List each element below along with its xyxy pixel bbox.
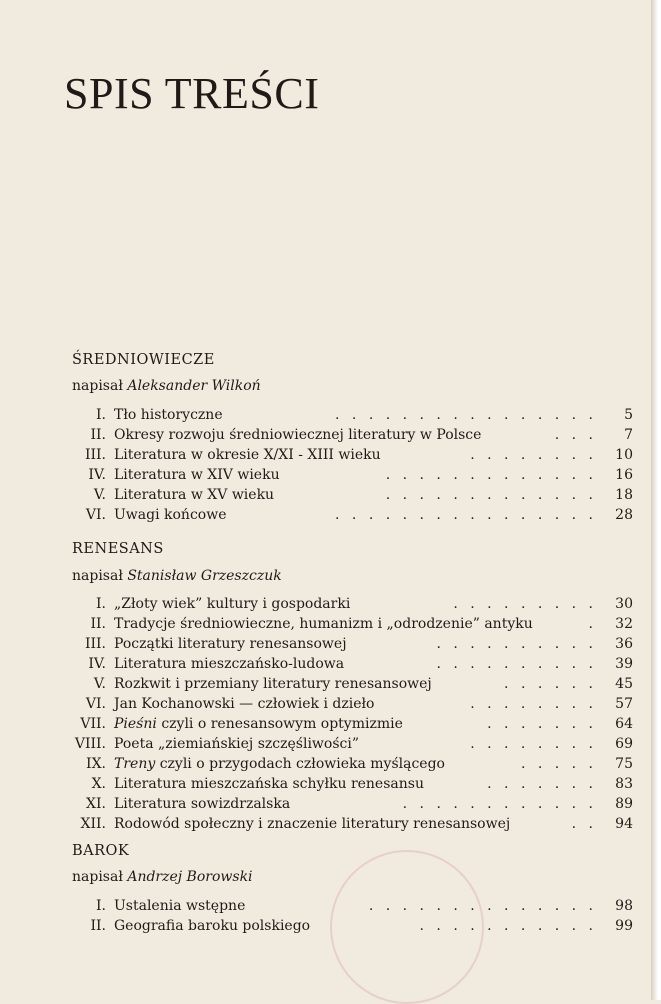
entry-title: Tło historyczne	[114, 407, 223, 423]
entry-title: Literatura w okresie X/XI - XIII wieku	[114, 447, 381, 463]
entry-page-number: 28	[615, 507, 633, 523]
entry-title: Literatura mieszczańska schyłku renesansu	[114, 776, 424, 792]
entry-number: V.	[93, 676, 106, 692]
entry-title-italic: Pieśni	[114, 716, 157, 732]
entry-leader-dots: . . . . .	[520, 756, 597, 772]
entry-title: Jan Kochanowski — człowiek i dzieło	[114, 696, 375, 712]
entry-page-number: 39	[615, 656, 633, 672]
entry-title: Rozkwit i przemiany literatury renesansowej	[114, 676, 432, 692]
entry-number: II.	[90, 616, 106, 632]
toc-entry	[0, 896, 661, 916]
section-heading-renesans: RENESANS	[72, 541, 164, 557]
entry-number: V.	[93, 487, 106, 503]
entry-number: XII.	[80, 816, 106, 832]
toc-entry	[0, 654, 661, 674]
entry-leader-dots: . . . . . . .	[487, 776, 597, 792]
entry-number: XI.	[86, 796, 106, 812]
entry-leader-dots: .	[588, 616, 597, 632]
entry-leader-dots: . . . . . . . . . .	[436, 656, 597, 672]
toc-entry	[0, 405, 661, 425]
entry-title: Tradycje średniowieczne, humanizm i „odrodzenie” antyku	[114, 616, 533, 632]
entry-title: „Złoty wiek” kultury i gospodarki	[114, 596, 351, 612]
entry-number: IV.	[88, 467, 106, 483]
entry-leader-dots: . . . . . . . . . . .	[419, 918, 597, 934]
entry-title-rest: czyli o renesansowym optymizmie	[156, 716, 403, 732]
author-name: Stanisław Grzeszczuk	[127, 568, 282, 584]
author-name: Andrzej Borowski	[127, 869, 253, 885]
entry-number: VI.	[85, 696, 106, 712]
entry-page-number: 83	[615, 776, 633, 792]
toc-entry	[0, 425, 661, 445]
entry-page-number: 89	[615, 796, 633, 812]
byline-prefix: napisał	[72, 869, 123, 885]
entry-page-number: 36	[615, 636, 633, 652]
entry-page-number: 57	[615, 696, 633, 712]
toc-entry	[0, 594, 661, 614]
entry-title: Literatura w XIV wieku	[114, 467, 280, 483]
entry-number: II.	[90, 427, 106, 443]
entry-title: Rodowód społeczny i znaczenie literatury renesansowej	[114, 816, 511, 832]
entry-leader-dots: . . . . . .	[504, 676, 597, 692]
page-title: SPIS TREŚCI	[64, 69, 320, 118]
entry-page-number: 94	[615, 816, 633, 832]
toc-entry	[0, 445, 661, 465]
entry-number: VI.	[85, 507, 106, 523]
entry-title-italic: Treny	[114, 756, 156, 772]
toc-entry	[0, 465, 661, 485]
toc-entry	[0, 634, 661, 654]
entry-number: III.	[84, 636, 106, 652]
entry-title: Literatura w XV wieku	[114, 487, 275, 503]
entry-page-number: 75	[615, 756, 633, 772]
entry-leader-dots: . . . . . . . . . . . . . . . .	[335, 407, 597, 423]
entry-page-number: 98	[615, 898, 633, 914]
entry-leader-dots: . .	[571, 816, 597, 832]
toc-entry	[0, 485, 661, 505]
byline-renesans	[72, 568, 282, 584]
toc-entry	[0, 674, 661, 694]
entry-title: Ustalenia wstępne	[114, 898, 246, 914]
entry-page-number: 5	[624, 407, 633, 423]
entry-number: III.	[84, 447, 106, 463]
entry-leader-dots: . . . . . . . .	[470, 736, 597, 752]
entry-number: I.	[96, 596, 106, 612]
entry-page-number: 99	[615, 918, 633, 934]
entry-title: Początki literatury renesansowej	[114, 636, 347, 652]
entry-number: IX.	[86, 756, 106, 772]
entry-title: Okresy rozwoju średniowiecznej literatury w Polsce	[114, 427, 482, 443]
entry-number: I.	[96, 407, 106, 423]
entry-number: X.	[91, 776, 106, 792]
entry-page-number: 16	[615, 467, 633, 483]
entry-leader-dots: . . . . . . .	[487, 716, 597, 732]
toc-entry	[0, 505, 661, 525]
toc-entry	[0, 794, 661, 814]
entry-title: Uwagi końcowe	[114, 507, 227, 523]
entry-number: VIII.	[74, 736, 106, 752]
entry-title	[114, 714, 403, 734]
author-name: Aleksander Wilkoń	[127, 378, 261, 394]
entry-leader-dots: . . . . . . . . .	[453, 596, 597, 612]
entry-leader-dots: . . . . . . . . . .	[436, 636, 597, 652]
byline-prefix: napisał	[72, 568, 123, 584]
toc-entry	[0, 694, 661, 714]
byline-prefix: napisał	[72, 378, 123, 394]
entry-number: II.	[90, 918, 106, 934]
entry-title: Geografia baroku polskiego	[114, 918, 311, 934]
entry-number: VII.	[80, 716, 106, 732]
toc-entry	[0, 814, 661, 834]
section-heading-sredniowiecze: ŚREDNIOWIECZE	[72, 352, 215, 368]
entry-page-number: 32	[615, 616, 633, 632]
entry-page-number: 18	[615, 487, 633, 503]
entry-page-number: 10	[615, 447, 633, 463]
toc-entry	[0, 916, 661, 936]
entry-leader-dots: . . . . . . . .	[470, 696, 597, 712]
entry-leader-dots: . . . . . . . . . . . . .	[385, 467, 597, 483]
byline-sredniowiecze	[72, 378, 261, 394]
entry-page-number: 30	[615, 596, 633, 612]
toc-entry	[0, 774, 661, 794]
entry-number: IV.	[88, 656, 106, 672]
entry-page-number: 45	[615, 676, 633, 692]
entry-page-number: 69	[615, 736, 633, 752]
entry-leader-dots: . . . . . . . . . . . . . .	[368, 898, 597, 914]
entry-page-number: 7	[624, 427, 633, 443]
entry-title: Literatura sowizdrzalska	[114, 796, 291, 812]
toc-entry	[0, 734, 661, 754]
entry-leader-dots: . . .	[554, 427, 597, 443]
entry-number: I.	[96, 898, 106, 914]
toc-entry	[0, 614, 661, 634]
entry-page-number: 64	[615, 716, 633, 732]
toc-entry	[0, 714, 661, 734]
entry-leader-dots: . . . . . . . . . . . . .	[385, 487, 597, 503]
entry-title: Literatura mieszczańsko-ludowa	[114, 656, 345, 672]
entry-leader-dots: . . . . . . . . . . . .	[402, 796, 597, 812]
entry-title	[114, 754, 445, 774]
entry-leader-dots: . . . . . . . . . . . . . . . .	[335, 507, 597, 523]
section-heading-barok: BAROK	[72, 843, 130, 859]
entry-leader-dots: . . . . . . . .	[470, 447, 597, 463]
toc-entry	[0, 754, 661, 774]
entry-title-rest: czyli o przygodach człowieka myślącego	[155, 756, 445, 772]
byline-barok	[72, 869, 253, 885]
entry-title: Poeta „ziemiańskiej szczęśliwości”	[114, 736, 359, 752]
